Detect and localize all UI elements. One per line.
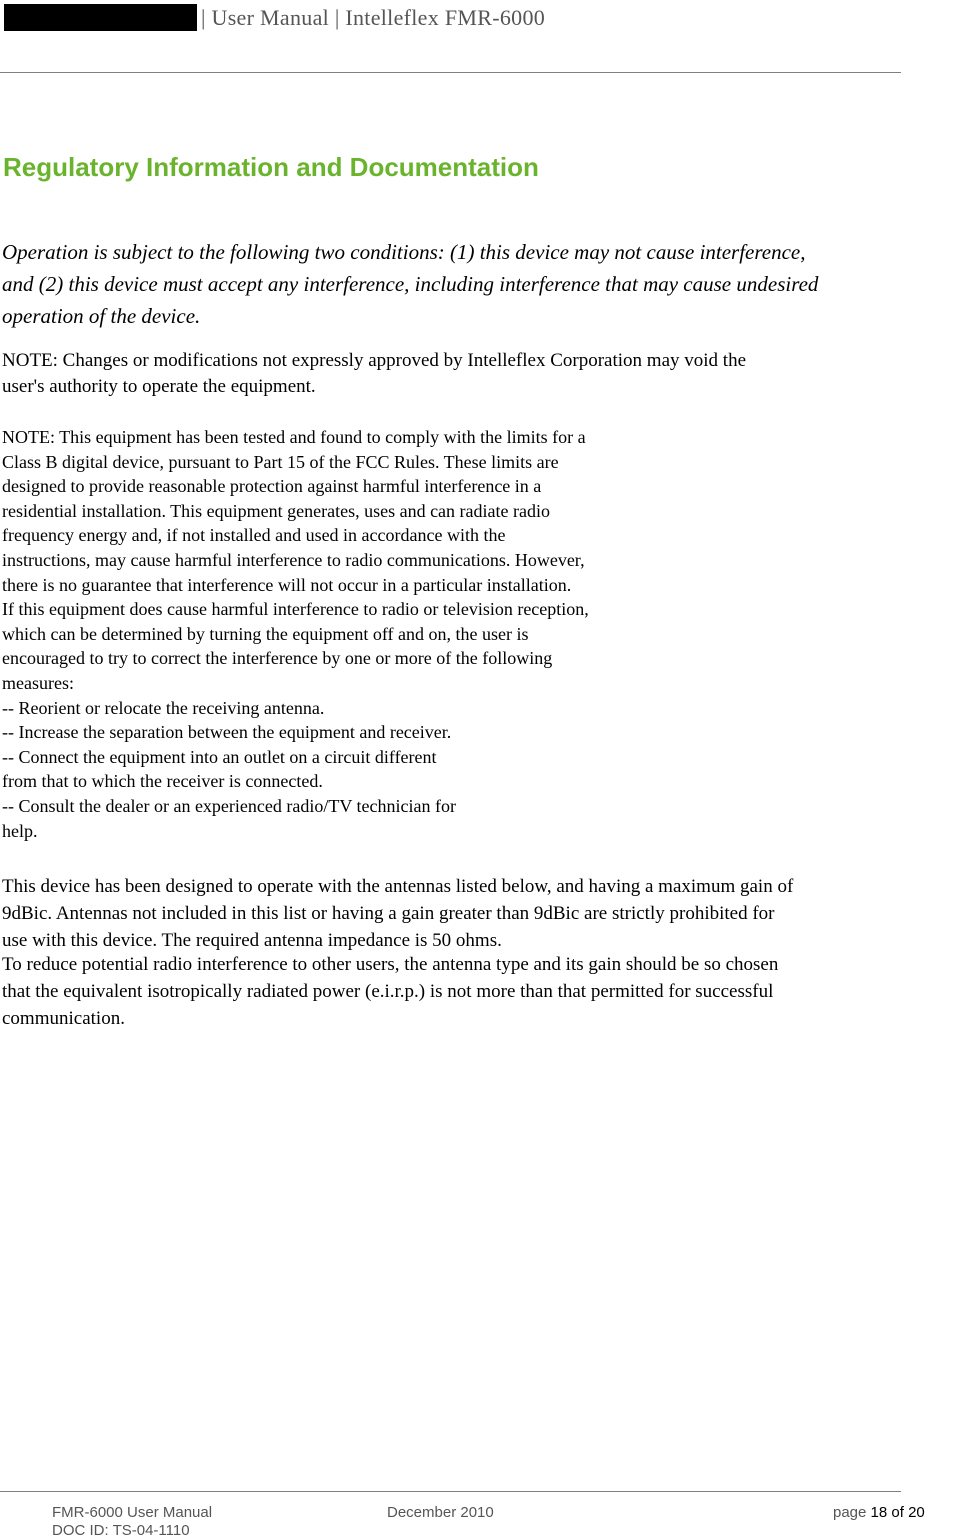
text-line: encouraged to try to correct the interference by one or more of the following [2, 648, 553, 669]
operating-conditions-paragraph [2, 236, 974, 332]
header-divider [0, 72, 901, 73]
text-line: there is no guarantee that interference will not occur in a particular installation. [2, 574, 572, 595]
footer-date: December 2010 [387, 1504, 494, 1521]
text-line: NOTE: Changes or modifications not expressly approved by Intelleflex Corporation may void the [2, 350, 746, 371]
text-line: instructions, may cause harmful interference to radio communications. However, [2, 549, 585, 570]
header-logo-redaction [4, 4, 197, 31]
footer-divider [0, 1491, 901, 1492]
text-line: frequency energy and, if not installed and used in accordance with the [2, 525, 506, 546]
text-line: 9dBic. Antennas not included in this list or having a gain greater than 9dBic are strictly prohibited for [2, 903, 775, 924]
text-line: use with this device. The required antenna impedance is 50 ohms. [2, 930, 502, 951]
text-line: from that to which the receiver is connected. [2, 771, 323, 792]
antenna-gain-paragraph [2, 873, 793, 954]
text-line: operation of the device. [2, 304, 201, 328]
footer-page-indicator [833, 1504, 925, 1521]
list-item: -- Increase the separation between the equipment and receiver. [2, 722, 452, 743]
text-line: residential installation. This equipment generates, uses and can radiate radio [2, 500, 550, 521]
eirp-paragraph [2, 951, 778, 1032]
text-line: Operation is subject to the following two conditions: (1) this device may not cause interference, [2, 240, 806, 264]
text-line: NOTE: This equipment has been tested and found to comply with the limits for a [2, 427, 586, 447]
text-line: that the equivalent isotropically radiated power (e.i.r.p.) is not more than that permitted for successful [2, 981, 774, 1002]
text-line: This device has been designed to operate with the antennas listed below, and having a maximum gain of [2, 876, 794, 897]
list-item: -- Connect the equipment into an outlet on a circuit different [2, 746, 437, 767]
text-line: designed to provide reasonable protection against harmful interference in a [2, 476, 542, 497]
page-prefix: page [833, 1504, 871, 1521]
page-title: Regulatory Information and Documentation [3, 152, 539, 182]
text-line: If this equipment does cause harmful interference to radio or television reception, [2, 599, 589, 620]
text-line: which can be determined by turning the equipment off and on, the user is [2, 623, 529, 644]
text-line: To reduce potential radio interference to other users, the antenna type and its gain should be so chosen [2, 954, 779, 975]
text-line: help. [2, 820, 38, 841]
text-line: user's authority to operate the equipment. [2, 376, 316, 397]
modifications-note [2, 348, 746, 400]
text-line: communication. [2, 1008, 125, 1029]
header-title: | User Manual | Intelleflex FMR-6000 [201, 5, 546, 30]
text-line: Class B digital device, pursuant to Part 15 of the FCC Rules. These limits are [2, 451, 559, 472]
text-line: and (2) this device must accept any interference, including interference that may cause undesired [2, 272, 819, 296]
list-item: -- Reorient or relocate the receiving antenna. [2, 697, 325, 718]
fcc-class-b-note [2, 425, 589, 843]
footer-doc-id: DOC ID: TS-04-1110 [52, 1522, 190, 1539]
page-number: 18 of 20 [870, 1504, 925, 1521]
text-line: measures: [2, 672, 74, 693]
footer-manual-name: FMR-6000 User Manual [52, 1504, 213, 1521]
list-item: -- Consult the dealer or an experienced radio/TV technician for [2, 795, 456, 816]
